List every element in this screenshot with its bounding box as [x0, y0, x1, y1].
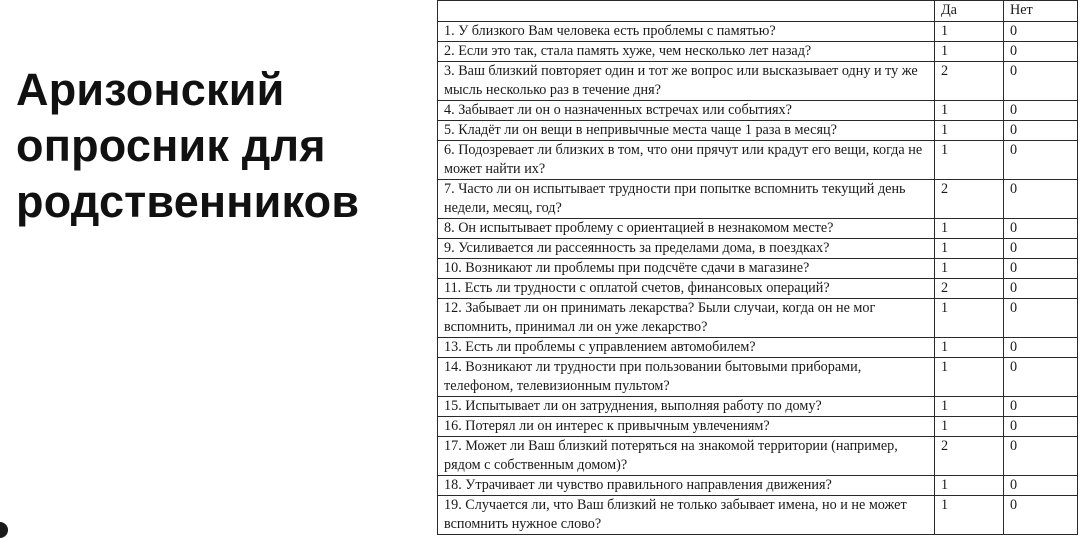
yes-score-cell: 1 [935, 42, 1004, 62]
questionnaire-table-container [437, 0, 1078, 535]
question-cell: 3. Ваш близкий повторяет один и тот же вопрос или высказывает одну и ту же мысль несколько раз в течение дня? [438, 62, 935, 101]
table-row [438, 62, 1078, 101]
question-cell: 5. Кладёт ли он вещи в непривычные места чаще 1 раза в месяц? [438, 121, 935, 141]
question-cell: 18. Утрачивает ли чувство правильного направления движения? [438, 476, 935, 496]
table-row [438, 397, 1078, 417]
table-row [438, 338, 1078, 358]
corner-dot [0, 522, 8, 538]
yes-score-cell: 2 [935, 180, 1004, 219]
question-cell: 16. Потерял ли он интерес к привычным увлечениям? [438, 417, 935, 437]
question-cell: 12. Забывает ли он принимать лекарства? Были случаи, когда он не мог вспомнить, принимал ли он уже лекарство? [438, 299, 935, 338]
question-cell: 11. Есть ли трудности с оплатой счетов, финансовых операций? [438, 279, 935, 299]
table-row [438, 42, 1078, 62]
header-yes: Да [935, 1, 1004, 22]
no-score-cell: 0 [1004, 476, 1078, 496]
table-row [438, 101, 1078, 121]
no-score-cell: 0 [1004, 239, 1078, 259]
yes-score-cell: 1 [935, 121, 1004, 141]
yes-score-cell: 1 [935, 22, 1004, 42]
table-row [438, 219, 1078, 239]
no-score-cell: 0 [1004, 338, 1078, 358]
table-row [438, 121, 1078, 141]
no-score-cell: 0 [1004, 180, 1078, 219]
question-cell: 1. У близкого Вам человека есть проблемы с памятью? [438, 22, 935, 42]
table-row [438, 259, 1078, 279]
yes-score-cell: 2 [935, 437, 1004, 476]
question-cell: 9. Усиливается ли рассеянность за пределами дома, в поездках? [438, 239, 935, 259]
no-score-cell: 0 [1004, 22, 1078, 42]
question-cell: 7. Часто ли он испытывает трудности при попытке вспомнить текущий день недели, месяц, год? [438, 180, 935, 219]
table-row [438, 239, 1078, 259]
table-row [438, 180, 1078, 219]
question-cell: 14. Возникают ли трудности при пользовании бытовыми приборами, телефоном, телевизионным пультом? [438, 358, 935, 397]
no-score-cell: 0 [1004, 417, 1078, 437]
question-cell: 8. Он испытывает проблему с ориентацией в незнакомом месте? [438, 219, 935, 239]
yes-score-cell: 1 [935, 239, 1004, 259]
no-score-cell: 0 [1004, 101, 1078, 121]
yes-score-cell: 1 [935, 101, 1004, 121]
table-row [438, 476, 1078, 496]
question-cell: 10. Возникают ли проблемы при подсчёте сдачи в магазине? [438, 259, 935, 279]
question-cell: 4. Забывает ли он о назначенных встречах или событиях? [438, 101, 935, 121]
table-row [438, 141, 1078, 180]
table-row [438, 299, 1078, 338]
no-score-cell: 0 [1004, 437, 1078, 476]
header-question [438, 1, 935, 22]
no-score-cell: 0 [1004, 219, 1078, 239]
no-score-cell: 0 [1004, 62, 1078, 101]
no-score-cell: 0 [1004, 121, 1078, 141]
no-score-cell: 0 [1004, 496, 1078, 535]
table-header-row [438, 1, 1078, 22]
yes-score-cell: 1 [935, 219, 1004, 239]
table-row [438, 496, 1078, 535]
yes-score-cell: 2 [935, 62, 1004, 101]
no-score-cell: 0 [1004, 141, 1078, 180]
no-score-cell: 0 [1004, 358, 1078, 397]
yes-score-cell: 1 [935, 397, 1004, 417]
table-row [438, 358, 1078, 397]
no-score-cell: 0 [1004, 279, 1078, 299]
question-cell: 2. Если это так, стала память хуже, чем несколько лет назад? [438, 42, 935, 62]
yes-score-cell: 1 [935, 496, 1004, 535]
slide-title-line: опросник для [16, 120, 326, 171]
question-cell: 6. Подозревает ли близких в том, что они прячут или крадут его вещи, когда не может найти их? [438, 141, 935, 180]
no-score-cell: 0 [1004, 397, 1078, 417]
yes-score-cell: 1 [935, 358, 1004, 397]
no-score-cell: 0 [1004, 299, 1078, 338]
slide-title-line: родственников [16, 176, 360, 227]
no-score-cell: 0 [1004, 42, 1078, 62]
table-row [438, 22, 1078, 42]
question-cell: 13. Есть ли проблемы с управлением автомобилем? [438, 338, 935, 358]
table-body [438, 22, 1078, 535]
yes-score-cell: 1 [935, 338, 1004, 358]
table-row [438, 279, 1078, 299]
question-cell: 17. Может ли Ваш близкий потеряться на знакомой территории (например, рядом с собственным домом)? [438, 437, 935, 476]
yes-score-cell: 1 [935, 141, 1004, 180]
question-cell: 15. Испытывает ли он затруднения, выполняя работу по дому? [438, 397, 935, 417]
yes-score-cell: 2 [935, 279, 1004, 299]
no-score-cell: 0 [1004, 259, 1078, 279]
questionnaire-table [437, 0, 1078, 535]
yes-score-cell: 1 [935, 299, 1004, 338]
table-row [438, 417, 1078, 437]
yes-score-cell: 1 [935, 476, 1004, 496]
slide-title-line: Аризонский [16, 64, 285, 115]
yes-score-cell: 1 [935, 259, 1004, 279]
slide-title [16, 62, 416, 230]
header-no: Нет [1004, 1, 1078, 22]
table-row [438, 437, 1078, 476]
yes-score-cell: 1 [935, 417, 1004, 437]
question-cell: 19. Случается ли, что Ваш близкий не только забывает имена, но и не может вспомнить нужное слово? [438, 496, 935, 535]
